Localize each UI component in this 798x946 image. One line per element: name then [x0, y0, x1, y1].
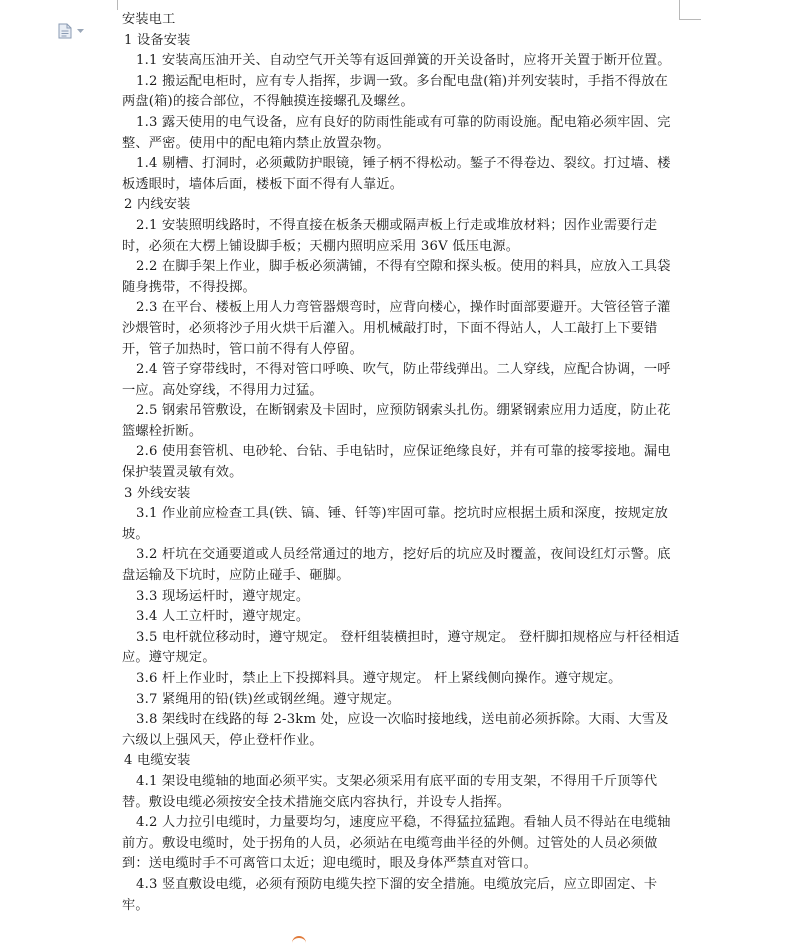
- caret-down-icon: [77, 29, 84, 34]
- crop-mark-top-left: [117, 0, 118, 10]
- paragraph: 2.4 管子穿带线时，不得对管口呼唤、吹气，防止带线弹出。二人穿线，应配合协调，一呼一应。高处穿线，不得用力过猛。: [122, 362, 671, 398]
- paragraph: 2.2 在脚手架上作业，脚手板必须满铺，不得有空隙和探头板。使用的料具，应放入工具袋随身携带，不得投掷。: [122, 259, 671, 295]
- crop-mark-top-right-h: [679, 19, 701, 20]
- paragraph: 3.7 紧绳用的铅(铁)丝或钢丝绳。遵守规定。: [136, 691, 401, 707]
- paragraph: 3.6 杆上作业时，禁止上下投掷料具。遵守规定。 杆上紧线侧向操作。遵守规定。: [136, 671, 622, 686]
- paragraph: 3.8 架线时在线路的每 2-3km 处，应设一次临时接地线，送电前必须拆除。大雨、大雪及六级以上强风天，停止登杆作业。: [122, 712, 669, 748]
- paragraph: 4.1 架设电缆轴的地面必须平实。支架必须采用有底平面的专用支架，不得用千斤顶等代替。敷设电缆必须按安全技术措施交底内容执行，并设专人指挥。: [122, 773, 658, 810]
- paragraph: 3.1 作业前应检查工具(铁、镐、锤、钎等)牢固可靠。挖坑时应根据土质和深度，按规定放坡。: [122, 506, 668, 542]
- paragraph: 4.3 竖直敷设电缆，必须有预防电缆失控下溜的安全措施。电缆放完后，应立即固定、卡牢。: [122, 876, 658, 913]
- paragraph: 1.3 露天使用的电气设备，应有良好的防雨性能或有可靠的防雨设施。配电箱必须牢固、完整、严密。使用中的配电箱内禁止放置杂物。: [122, 114, 671, 151]
- paragraph: 2.5 钢索吊管敷设，在断钢索及卡固时，应预防钢索头扎伤。绷紧钢索应用力适度，防止花篮螺栓折断。: [122, 403, 671, 439]
- section-heading: 2 内线安装: [124, 197, 191, 213]
- paragraph-list: [122, 31, 680, 917]
- paragraph: 2.3 在平台、楼板上用人力弯管器煨弯时，应背向楼心，操作时面部要避开。大管径管子灌沙煨管时，必须将沙子用火烘干后灌入。用机械敲打时，下面不得站人，人工敲打上下要错开，管子加热时，管口前不得有人停留。: [122, 300, 671, 357]
- paragraph: 3.4 人工立杆时，遵守规定。: [136, 609, 310, 625]
- paragraph: 2.6 使用套管机、电砂轮、台钻、手电钻时，应保证绝缘良好，并有可靠的接零接地。漏电保护装置灵敏有效。: [122, 444, 671, 481]
- paragraph: 1.4 剔槽、打洞时，必须戴防护眼镜，锤子柄不得松动。錾子不得卷边、裂纹。打过墙、楼板透眼时，墙体后面，楼板下面不得有人靠近。: [122, 156, 671, 192]
- paragraph: 3.3 现场运杆时，遵守规定。: [136, 588, 310, 604]
- paragraph: 3.5 电杆就位移动时，遵守规定。 登杆组装横担时，遵守规定。 登杆脚扣规格应与杆径相适应。遵守规定。: [122, 629, 680, 666]
- paragraph: 3.2 杆坑在交通要道或人员经常通过的地方，挖好后的坑应及时覆盖，夜间设红灯示警。底盘运输及下坑时，应防止碰手、砸脚。: [122, 547, 671, 584]
- section-heading: 1 设备安装: [124, 32, 191, 48]
- paragraph: 2.1 安装照明线路时，不得直接在板条天棚或隔声板上行走或堆放材料；因作业需要行走时，必须在大楞上铺设脚手板；天棚内照明应采用 36V 低压电源。: [122, 217, 658, 254]
- document-title: 安装电工: [122, 12, 176, 27]
- section-heading: 4 电缆安装: [124, 753, 191, 769]
- document-body: [122, 10, 680, 916]
- section-heading: 3 外线安装: [124, 485, 191, 501]
- paragraph: 1.2 搬运配电柜时，应有专人指挥，步调一致。多台配电盘(箱)并列安装时，手指不得放在两盘(箱)的接合部位，不得触摸连接螺孔及螺丝。: [122, 73, 668, 110]
- document-icon: [58, 23, 72, 39]
- paragraph: 1.1 安装高压油开关、自动空气开关等有返回弹簧的开关设备时，应将开关置于断开位置。: [136, 53, 671, 69]
- paragraph: 4.2 人力拉引电缆时，力量要均匀，速度应平稳，不得猛拉猛跑。看轴人员不得站在电缆轴前方。敷设电缆时，处于拐角的人员，必须站在电缆弯曲半径的外侧。过管处的人员必须做到：送电缆时手不可离管口太近；迎电缆时，眼及身体严禁直对管口。: [122, 815, 671, 872]
- document-menu-button[interactable]: [58, 22, 88, 40]
- cursor-mark: [292, 936, 306, 946]
